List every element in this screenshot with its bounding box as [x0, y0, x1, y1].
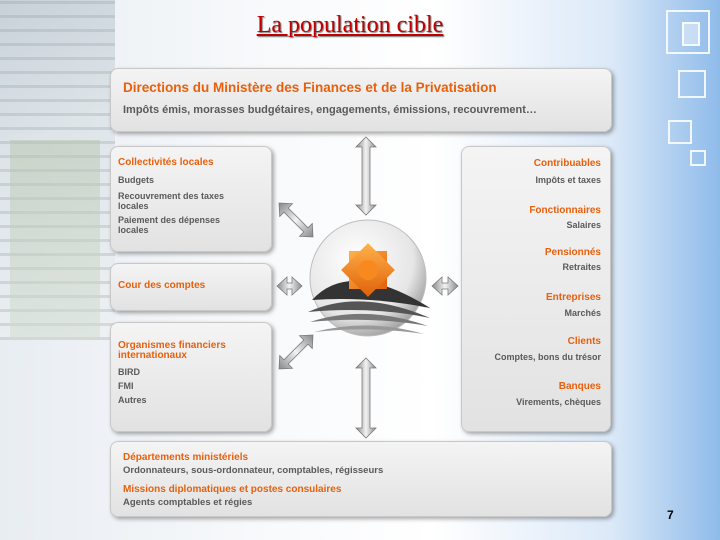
local-authorities-item: locales — [118, 201, 149, 211]
local-authorities-item: Paiement des dépenses — [118, 215, 221, 225]
double-arrow-icon — [432, 277, 458, 295]
stakeholder-heading: Contribuables — [533, 158, 601, 169]
stakeholder-heading: Clients — [567, 336, 601, 347]
stakeholder-sub: Salaires — [566, 220, 601, 230]
local-authorities-item: Recouvrement des taxes — [118, 191, 225, 201]
stakeholder-heading: Fonctionnaires — [529, 205, 601, 216]
local-authorities-heading: Collectivités locales — [118, 157, 214, 168]
international-orgs-item: BIRD — [118, 367, 140, 377]
page-number: 7 — [667, 508, 674, 522]
double-arrow-icon — [356, 358, 376, 438]
ministerial-departments-heading: Départements ministériels — [123, 452, 249, 463]
international-orgs-item: FMI — [118, 381, 134, 391]
slide-title: La population cible — [256, 12, 444, 38]
local-authorities-item: Budgets — [118, 175, 154, 185]
ministry-directions-text: Impôts émis, morasses budgétaires, engagements, émissions, recouvrement… — [123, 104, 537, 116]
star-logo-icon — [308, 220, 430, 336]
ministry-directions-heading: Directions du Ministère des Finances et de la Privatisation — [123, 80, 497, 95]
stakeholder-sub: Comptes, bons du trésor — [494, 352, 601, 362]
stakeholder-sub: Virements, chèques — [516, 397, 601, 407]
diplomatic-missions-heading: Missions diplomatiques et postes consulaires — [123, 484, 342, 495]
double-arrow-icon — [277, 277, 302, 295]
stakeholder-sub: Marchés — [564, 308, 601, 318]
ministerial-departments-text: Ordonnateurs, sous-ordonnateur, comptables, régisseurs — [123, 465, 384, 476]
stakeholder-heading: Banques — [558, 381, 601, 392]
stakeholder-sub: Retraites — [562, 262, 601, 272]
double-arrow-icon — [273, 329, 320, 376]
stakeholder-heading: Pensionnés — [544, 247, 601, 258]
stakeholder-sub: Impôts et taxes — [535, 175, 601, 185]
court-of-accounts-heading: Cour des comptes — [118, 280, 206, 291]
international-orgs-heading: Organismes financiers — [118, 340, 226, 351]
double-arrow-icon — [273, 197, 320, 244]
double-arrow-icon — [356, 137, 376, 215]
international-orgs-heading-cont: internationaux — [118, 350, 187, 361]
international-orgs-item: Autres — [118, 395, 147, 405]
stakeholder-heading: Entreprises — [545, 292, 601, 303]
local-authorities-item: locales — [118, 225, 149, 235]
diplomatic-missions-text: Agents comptables et régies — [123, 497, 253, 508]
